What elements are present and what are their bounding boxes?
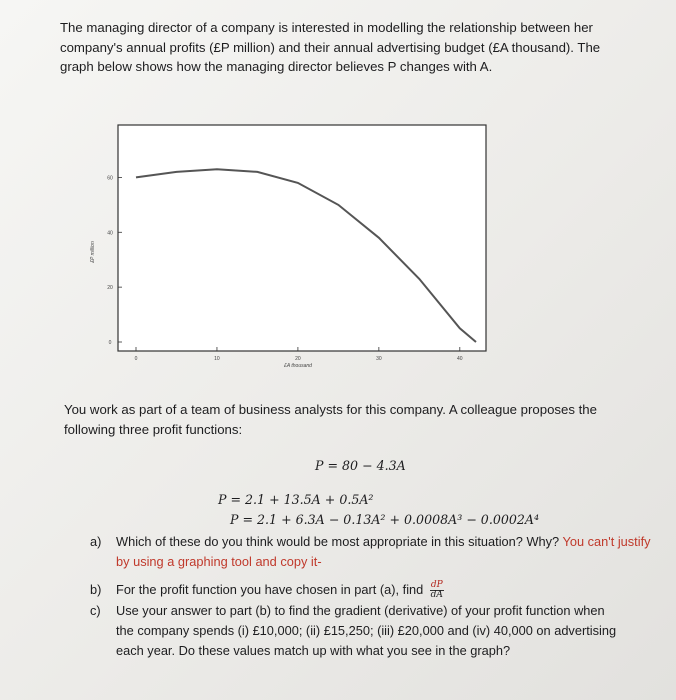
x-tick-label: 10 xyxy=(214,356,220,362)
profit-chart-svg xyxy=(88,120,488,370)
paragraph-line-2: following three profit functions: xyxy=(64,421,243,437)
scenario-paragraph xyxy=(64,400,664,439)
question-b-text: For the profit function you have chosen in part (a), find xyxy=(116,582,424,597)
question-a-text: Which of these do you think would be most appropriate in this situation? Why? xyxy=(116,534,560,549)
question-a xyxy=(90,532,666,572)
x-tick-label: 0 xyxy=(134,356,138,362)
profit-graph xyxy=(88,120,488,370)
question-c-label: c) xyxy=(90,603,101,618)
paragraph-line-1: You work as part of a team of business analysts for this company. A colleague proposes the xyxy=(64,402,597,417)
question-c-line-1: Use your answer to part (b) to find the gradient (derivative) of your profit function when xyxy=(116,603,605,618)
x-tick-label: 20 xyxy=(295,356,301,362)
plot-frame xyxy=(118,125,486,351)
question-a-note: You can't justify by using a graphing tool and copy it- xyxy=(116,534,651,569)
x-axis-label: £A thousand xyxy=(284,363,312,369)
y-tick-label: 60 xyxy=(107,175,113,182)
question-b-label: b) xyxy=(90,582,102,597)
equation-linear: P = 80 − 4.3A xyxy=(315,458,406,473)
y-tick-label: 40 xyxy=(107,230,113,237)
equation-quartic: P = 2.1 + 6.3A − 0.13A² + 0.0008A³ − 0.0002A⁴ xyxy=(230,512,540,527)
fraction-numerator: dP xyxy=(430,580,443,591)
question-c-line-3: each year. Do these values match up with what you see in the graph? xyxy=(116,643,511,658)
intro-line-1: The managing director of a company is interested in modelling the relationship between her xyxy=(60,20,593,35)
fraction-denominator: dA xyxy=(430,590,443,601)
derivative-fraction xyxy=(430,581,444,600)
x-tick-label: 30 xyxy=(376,356,382,362)
y-axis-label: £P million xyxy=(90,241,96,263)
intro-text xyxy=(60,18,670,77)
intro-line-2: company's annual profits (£P million) and their annual advertising budget (£A thousand). The xyxy=(60,39,601,55)
y-tick-label: 20 xyxy=(107,285,113,292)
question-c xyxy=(90,601,666,661)
intro-line-3: graph below shows how the managing director believes P changes with A. xyxy=(60,59,493,74)
question-a-label: a) xyxy=(90,534,102,549)
question-b xyxy=(90,580,666,601)
question-c-line-2: the company spends (i) £10,000; (ii) £15,250; (iii) £20,000 and (iv) 40,000 on advertising xyxy=(116,623,617,638)
equation-quadratic: P = 2.1 + 13.5A + 0.5A² xyxy=(218,492,374,507)
y-tick-label: 0 xyxy=(108,340,112,346)
x-tick-label: 40 xyxy=(457,356,463,362)
